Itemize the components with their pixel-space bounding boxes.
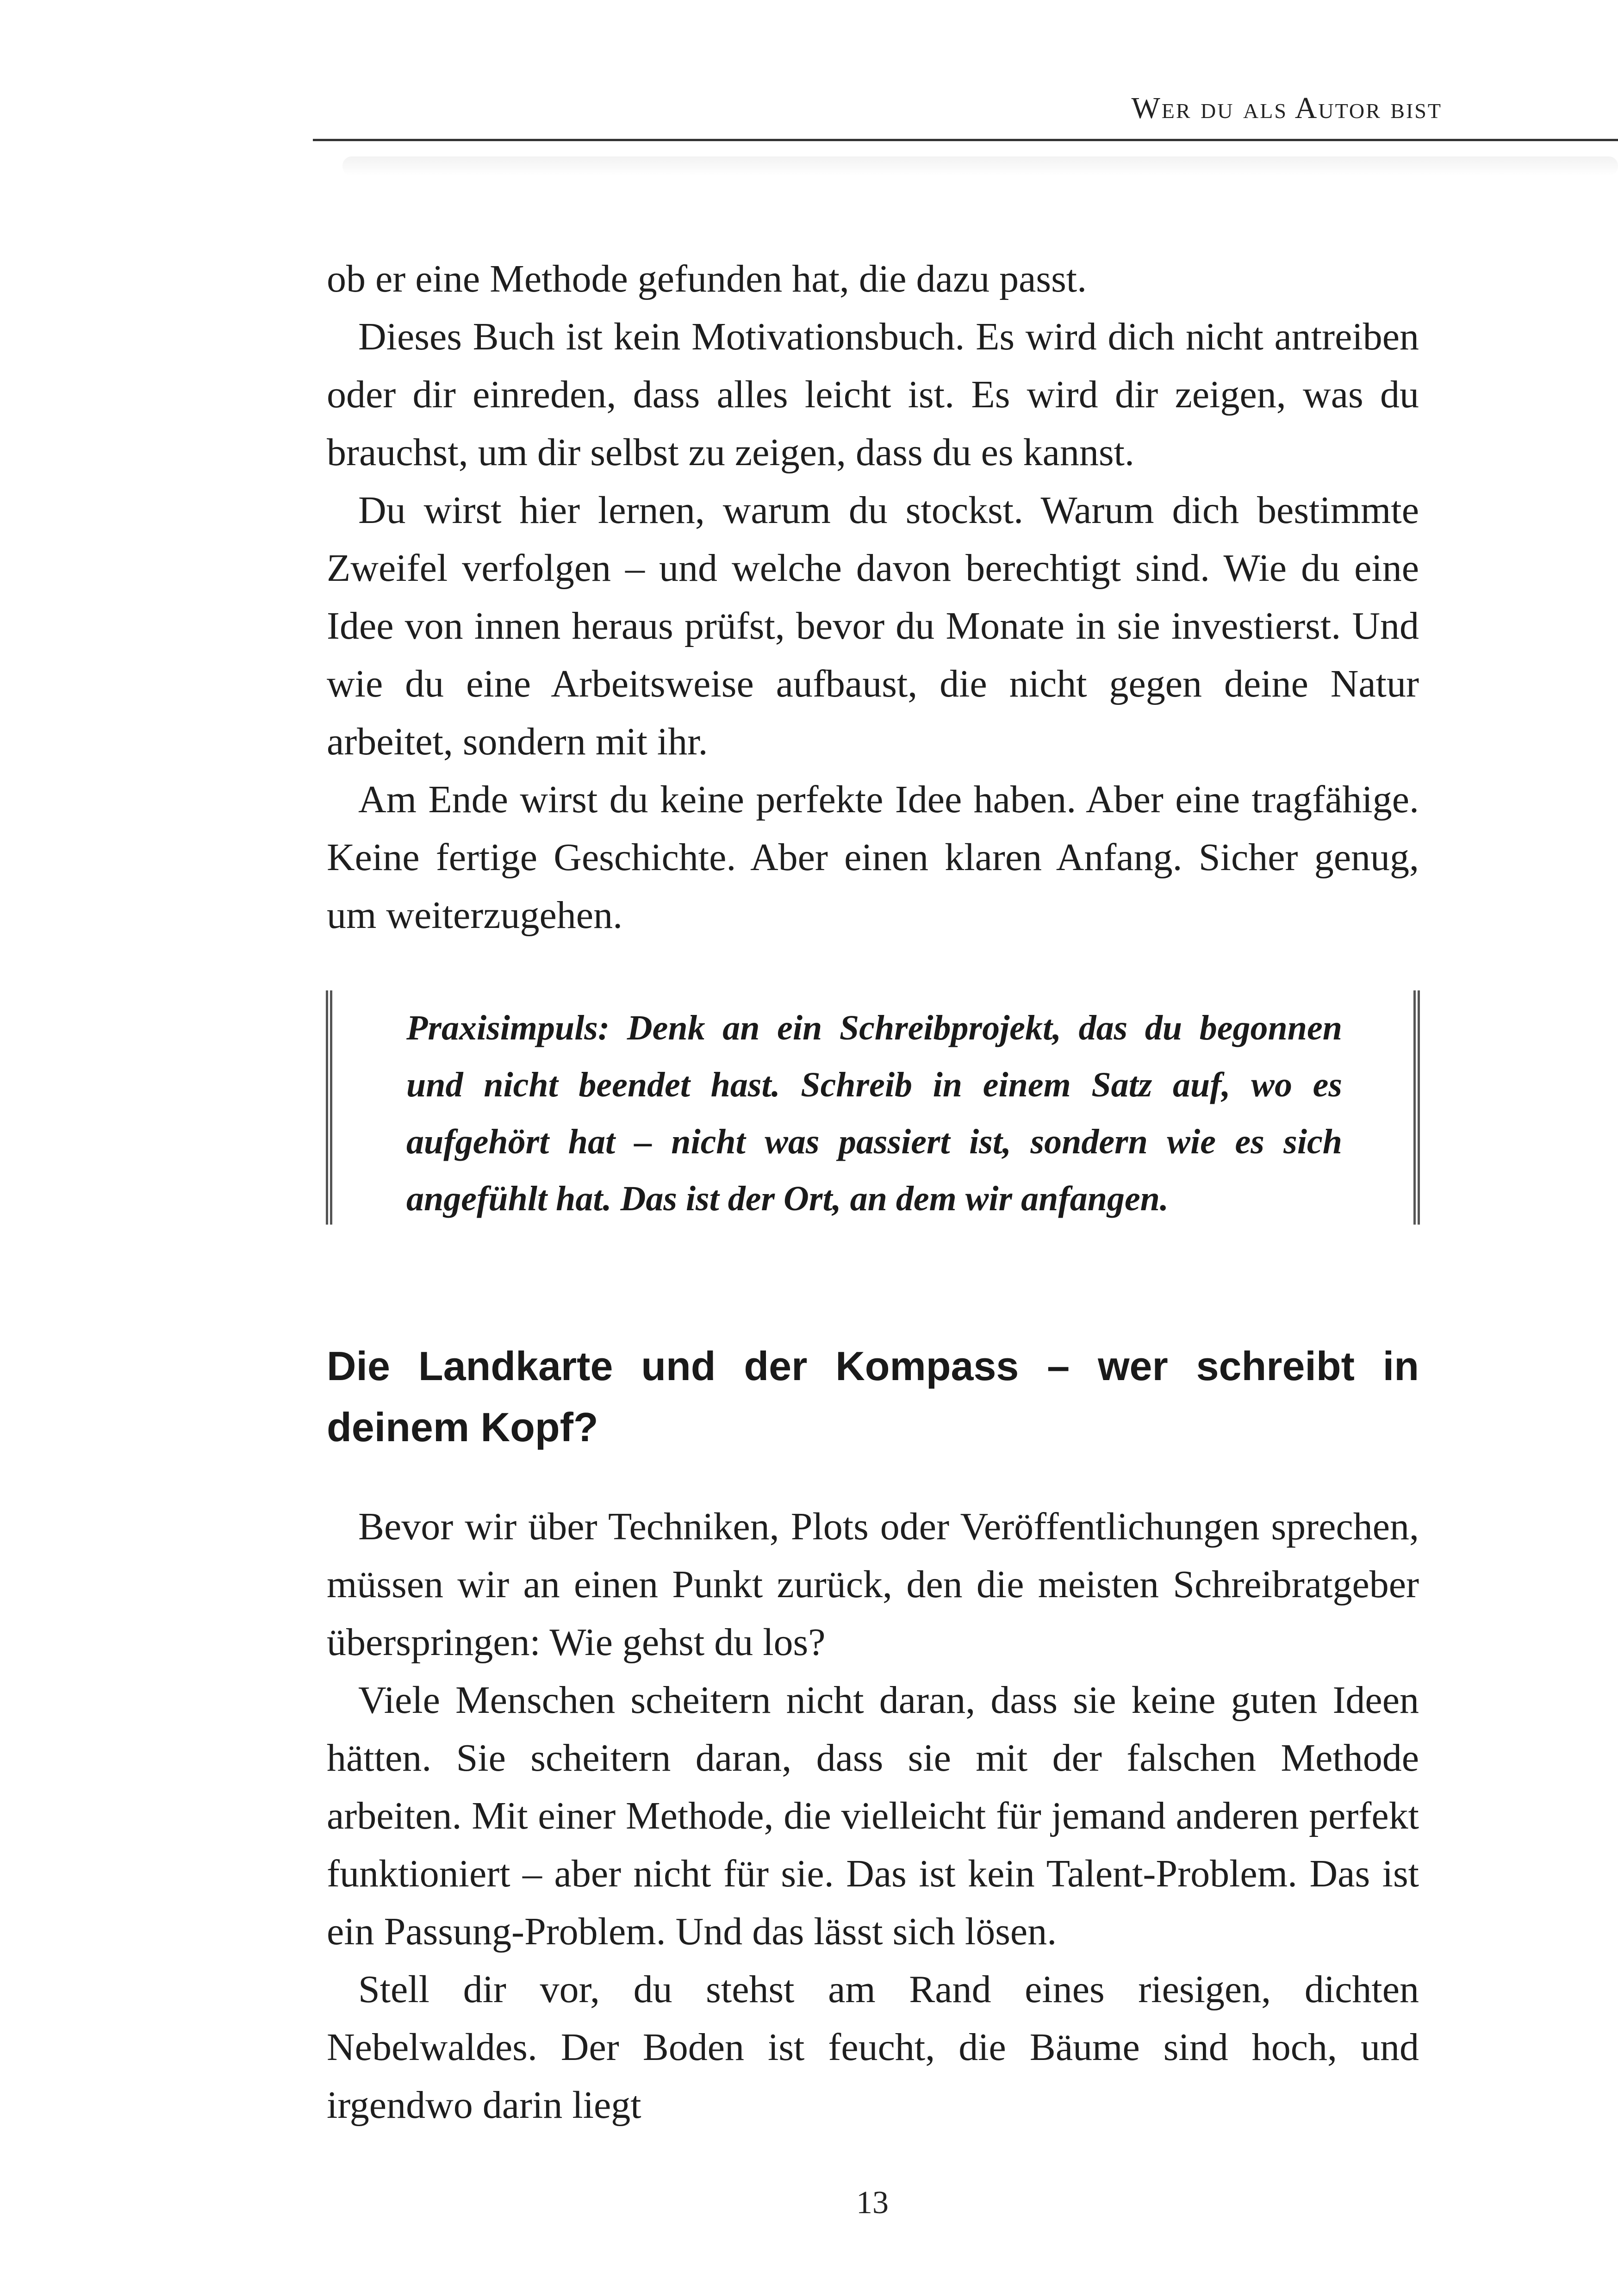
paragraph: Du wirst hier lernen, warum du stockst. Warum dich bestimmte Zweifel verfolgen – und welche davon berechtigt sind. Wie du eine Idee von innen heraus prüfst, bevor du Monate in sie investierst. Und wie du eine Arbeitsweise aufbaust, die nicht gegen deine Natur arbeitet, sondern mit ihr.	[327, 489, 1419, 763]
body-text-top	[327, 250, 1419, 944]
practice-impulse-text: Praxisimpuls: Denk an ein Schreibprojekt, das du begonnen und nicht beendet hast. Schreib in einem Satz auf, wo es aufgehört hat – nicht was passiert ist, sondern wie es sich angefühlt hat. Das ist der Ort, an dem wir anfangen.	[406, 1008, 1342, 1218]
practice-impulse-box	[326, 990, 1420, 1225]
paragraph: Dieses Buch ist kein Motivationsbuch. Es wird dich nicht antreiben oder dir einreden, dass alles leicht ist. Es wird dir zeigen, was du brauchst, um dir selbst zu zeigen, dass du es kannst.	[327, 315, 1419, 474]
body-text-bottom	[327, 1498, 1419, 2134]
paragraph: Am Ende wirst du keine perfekte Idee haben. Aber eine tragfähige. Keine fertige Geschichte. Aber einen klaren Anfang. Sicher genug, um weiterzugehen.	[327, 778, 1419, 937]
paragraph: Viele Menschen scheitern nicht daran, dass sie keine guten Ideen hätten. Sie scheitern daran, dass sie mit der falschen Methode arbeiten. Mit einer Methode, die vielleicht für jemand anderen perfekt funktioniert – aber nicht für sie. Das ist kein Talent-Problem. Das ist ein Passung-Problem. Und das lässt sich lösen.	[327, 1679, 1419, 1953]
paragraph: Stell dir vor, du stehst am Rand eines riesigen, dichten Nebelwaldes. Der Boden ist feucht, die Bäume sind hoch, und irgendwo darin liegt	[327, 1968, 1419, 2127]
header-rule	[313, 139, 1618, 141]
header-shadow	[342, 156, 1618, 176]
running-header-title: Wer du als Autor bist	[1131, 91, 1442, 125]
page-number: 13	[856, 2185, 889, 2221]
paragraph-continuation: ob er eine Methode gefunden hat, die dazu passt.	[327, 257, 1087, 300]
section-heading: Die Landkarte und der Kompass – wer schreibt in deinem Kopf?	[327, 1343, 1419, 1450]
paragraph: Bevor wir über Techniken, Plots oder Veröffentlichungen sprechen, müssen wir an einen Punkt zurück, den die meisten Schreibratgeber überspringen: Wie gehst du los?	[327, 1505, 1419, 1664]
